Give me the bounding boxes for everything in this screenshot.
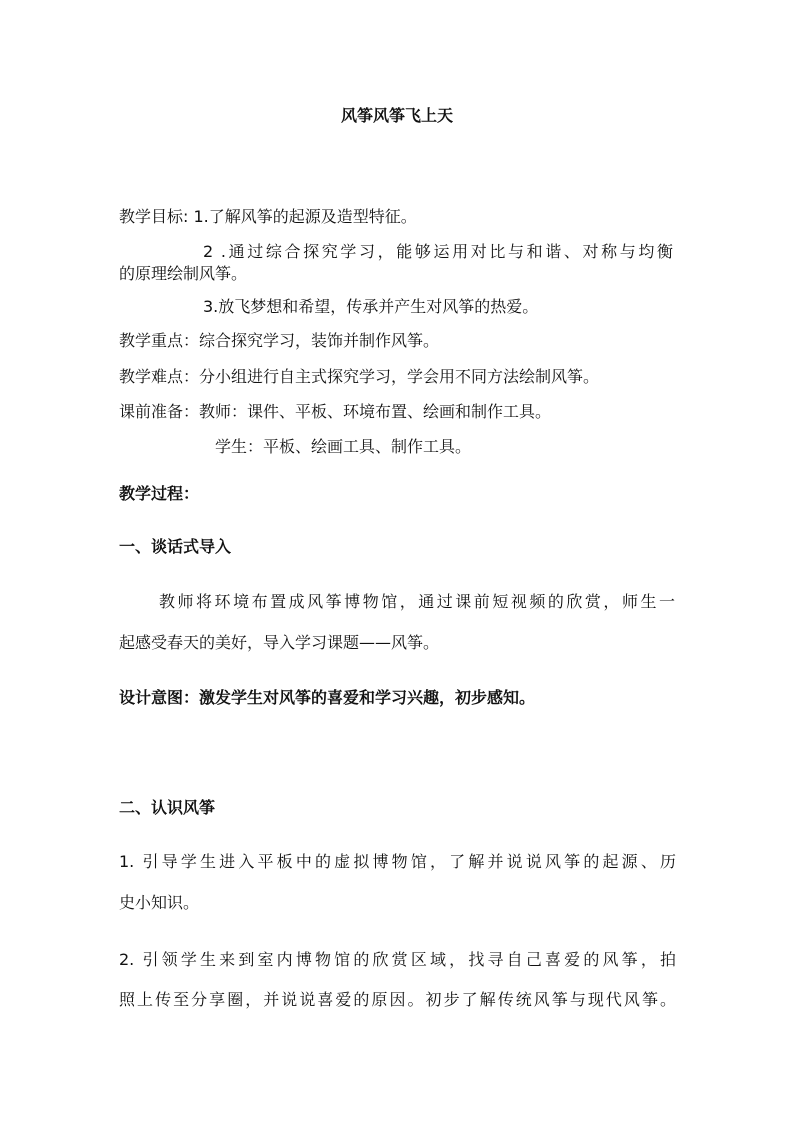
objective-3: 3.放飞梦想和希望，传承并产生对风筝的热爱。 — [203, 297, 539, 316]
objectives-line-1: 教学目标: 1.了解风筝的起源及造型特征。 — [119, 207, 417, 226]
section-2-item-2-line-2: 照上传至分享圈，并说说喜爱的原因。初步了解传统风筝与现代风筝。 — [119, 990, 676, 1009]
preparation-teacher: 课前准备：教师：课件、平板、环境布置、绘画和制作工具。 — [119, 402, 552, 421]
section-1-paragraph-line-1: 教师将环境布置成风筝博物馆，通过课前短视频的欣赏，师生一 — [159, 592, 675, 611]
section-1-paragraph-line-2: 起感受春天的美好，导入学习课题——风筝。 — [119, 633, 440, 652]
objective-2-line-2: 的原理绘制风筝。 — [119, 264, 248, 283]
preparation-student: 学生：平板、绘画工具、制作工具。 — [215, 437, 472, 456]
section-2-item-1-line-2: 史小知识。 — [119, 893, 200, 912]
process-heading: 教学过程： — [119, 484, 200, 503]
section-2-item-2-line-1: 2. 引领学生来到室内博物馆的欣赏区域，找寻自己喜爱的风筝，拍 — [119, 950, 676, 969]
difficulty: 教学难点：分小组进行自主式探究学习，学会用不同方法绘制风筝。 — [119, 367, 600, 386]
section-2-heading: 二、认识风筝 — [119, 798, 216, 817]
section-2-item-1-line-1: 1. 引导学生进入平板中的虚拟博物馆，了解并说说风筝的起源、历 — [119, 852, 676, 871]
section-1-heading: 一、谈话式导入 — [119, 537, 232, 556]
key-point: 教学重点：综合探究学习，装饰并制作风筝。 — [119, 331, 440, 350]
objective-2-line-1: 2 .通过综合探究学习，能够运用对比与和谐、对称与均衡 — [203, 242, 673, 261]
design-intent: 设计意图：激发学生对风筝的喜爱和学习兴趣，初步感知。 — [119, 688, 536, 707]
document-title: 风筝风筝飞上天 — [340, 106, 453, 125]
